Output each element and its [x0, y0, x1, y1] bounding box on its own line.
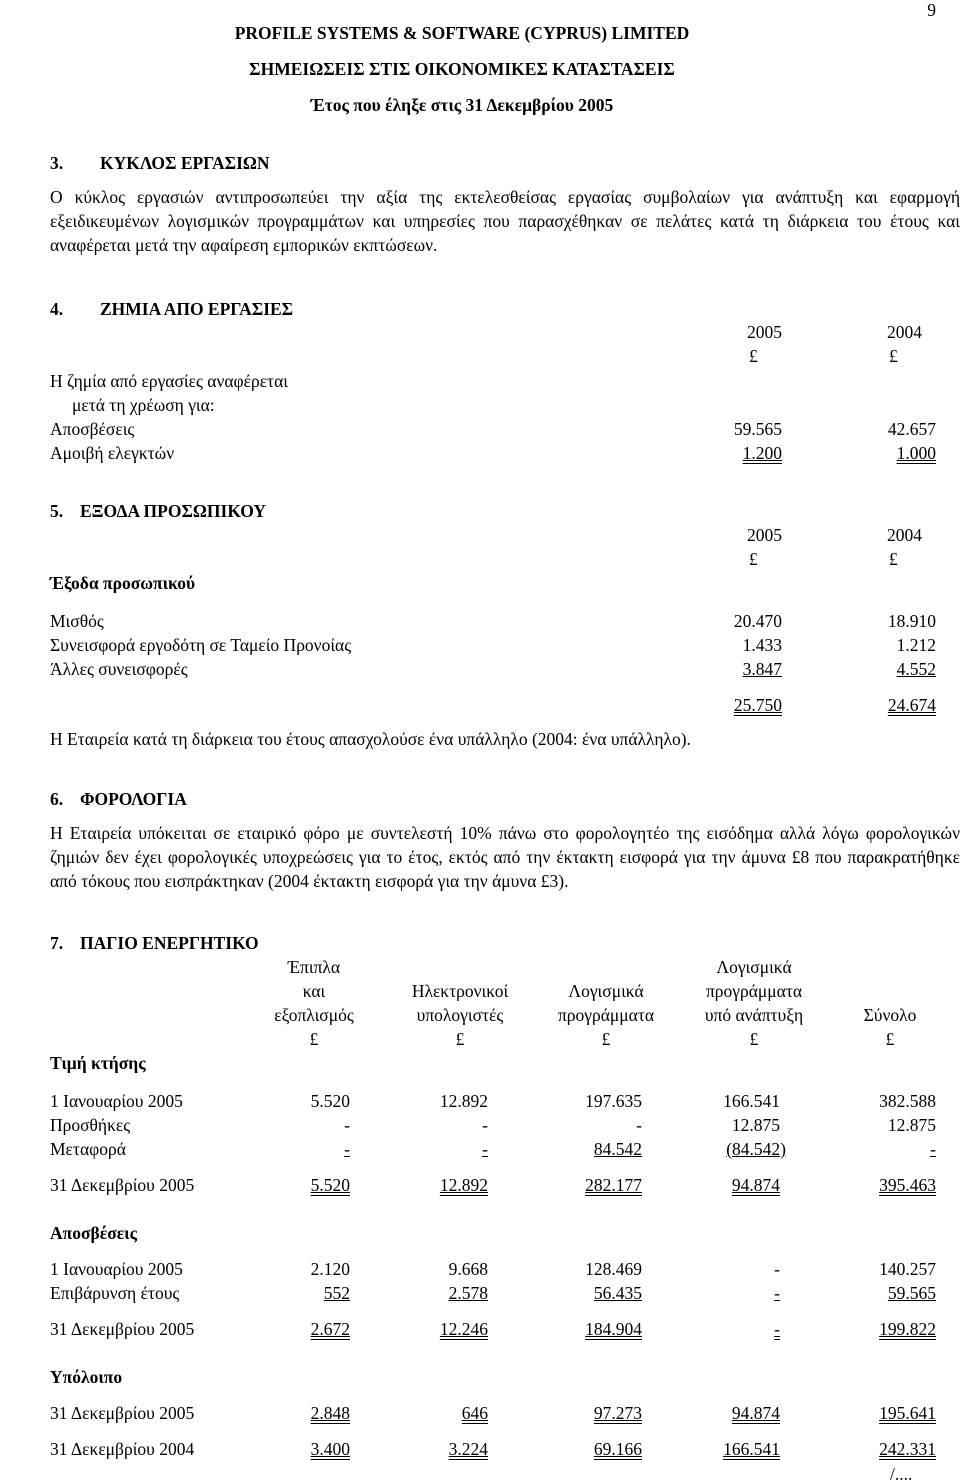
note5-total-2004: 24.674 — [887, 695, 936, 715]
period-label: Έτος που έληξε στις 31 Δεκεμβρίου 2005 — [310, 95, 614, 115]
page-number: 9 — [927, 0, 936, 20]
note5-row-label: Άλλες συνεισφορές — [50, 659, 188, 679]
cost-row-col4: (84.542) — [726, 1139, 786, 1159]
cost-row-col3: - — [636, 1115, 642, 1135]
note6-text: Η Εταιρεία υπόκειται σε εταιρικό φόρο με συντελεστή 10% πάνω στο φορολογητέο της εισόδημα αλλά λόγω φορολογικών ζημιών δεν έχει φορολογικές υποχρεώσεις για το έτος, εκτός από την έκτακτη εισφορά για την άμυνα £8 που παρακρατήθηκε από τόκους που εισπράκτηκαν (2004 έκτακτη εισφορά για την άμυνα £3). — [50, 823, 960, 891]
note4-title: ΖΗΜΙΑ ΑΠΟ ΕΡΓΑΣΙΕΣ — [100, 299, 294, 319]
cost-total-col3: 282.177 — [585, 1175, 642, 1195]
col4-header-line3: υπό ανάπτυξη — [704, 1005, 804, 1025]
nbv-heading: Υπόλοιπο — [50, 1367, 123, 1387]
note4-row-value-2004: 1.000 — [896, 443, 936, 463]
col4-header-line1: Λογισμικά — [716, 957, 792, 977]
note5-row-value-2004: 18.910 — [887, 611, 936, 631]
cost-row-col2: - — [482, 1139, 488, 1159]
dep-row-col5: 59.565 — [887, 1283, 936, 1303]
cost-row-col3: 197.635 — [585, 1091, 642, 1111]
note5-year-2005: 2005 — [747, 525, 782, 545]
note4-currency-2005: £ — [749, 346, 758, 366]
cost-row-col2: - — [482, 1115, 488, 1135]
note3-text: Ο κύκλος εργασιών αντιπροσωπεύει την αξία της εκτελεσθείσας εργασίας συμβολαίων για ανάπτυξη και εφαρμογή εξειδικευμένων λογισμικών προγραμμάτων και υπηρεσίες που παρασχέθηκαν σε πελάτες κατά τη διάρκεια του έτους και αναφέρεται μετά την αφαίρεση εμπορικών εκπτώσεων. — [50, 187, 960, 255]
note5-currency-2004: £ — [889, 549, 898, 569]
col1-header-line2: και — [302, 981, 326, 1001]
note7-title: ΠΑΓΙΟ ΕΝΕΡΓΗΤΙΚΟ — [80, 933, 259, 953]
note4-number: 4. — [50, 299, 64, 319]
dep-row-col1: 552 — [323, 1283, 350, 1303]
cost-heading: Τιμή κτήσης — [50, 1053, 146, 1073]
dep-row-col1: 2.120 — [310, 1259, 350, 1279]
note5-currency-2005: £ — [749, 549, 758, 569]
note5-row-label: Συνεισφορά εργοδότη σε Ταμείο Προνοίας — [50, 635, 352, 655]
col4-currency: £ — [749, 1029, 759, 1049]
note5-row-value-2005: 3.847 — [742, 659, 782, 679]
nbv-row-label: 31 Δεκεμβρίου 2005 — [50, 1403, 195, 1423]
col1-header-line3: εξοπλισμός — [274, 1005, 354, 1025]
note5-row-value-2004: 1.212 — [896, 635, 936, 655]
note7-number: 7. — [50, 933, 64, 953]
col5-currency: £ — [885, 1029, 895, 1049]
dep-total-col5: 199.822 — [879, 1319, 936, 1339]
col1-currency: £ — [309, 1029, 319, 1049]
nbv-row-col4: 166.541 — [723, 1439, 780, 1459]
cost-row-col5: 382.588 — [879, 1091, 936, 1111]
continuation-mark: /.... — [890, 1464, 913, 1484]
col1-header-line1: Έπιπλα — [287, 957, 341, 977]
dep-row-col3: 128.469 — [585, 1259, 642, 1279]
note4-row-value-2005: 1.200 — [742, 443, 782, 463]
nbv-row-col2: 646 — [461, 1403, 488, 1423]
col3-currency: £ — [601, 1029, 611, 1049]
dep-total-label: 31 Δεκεμβρίου 2005 — [50, 1319, 195, 1339]
cost-row-col2: 12.892 — [439, 1091, 488, 1111]
note4-intro-line2: μετά τη χρέωση για: — [72, 395, 215, 415]
note4-year-2005: 2005 — [747, 322, 782, 342]
cost-row-col4: 166.541 — [723, 1091, 780, 1111]
cost-row-label: Προσθήκες — [50, 1115, 131, 1135]
document-subtitle: ΣΗΜΕΙΩΣΕΙΣ ΣΤΙΣ ΟΙΚΟΝΟΜΙΚΕΣ ΚΑΤΑΣΤΑΣΕΙΣ — [249, 59, 675, 79]
col2-header-line2: υπολογιστές — [416, 1005, 504, 1025]
note5-row-value-2005: 1.433 — [742, 635, 782, 655]
dep-row-label: 1 Ιανουαρίου 2005 — [50, 1259, 183, 1279]
cost-row-col4: 12.875 — [731, 1115, 780, 1135]
note5-year-2004: 2004 — [887, 525, 922, 545]
cost-total-col4: 94.874 — [731, 1175, 780, 1195]
cost-row-col1: - — [344, 1139, 350, 1159]
col3-header-line2: προγράμματα — [557, 1005, 655, 1025]
note3-title: ΚΥΚΛΟΣ ΕΡΓΑΣΙΩΝ — [100, 153, 270, 173]
dep-heading: Αποσβέσεις — [50, 1223, 137, 1243]
note4-currency-2004: £ — [889, 346, 898, 366]
note4-row-label: Αποσβέσεις — [50, 419, 135, 439]
note4-row-label: Αμοιβή ελεγκτών — [50, 443, 175, 463]
note3-number: 3. — [50, 153, 64, 173]
col4-header-line2: προγράμματα — [705, 981, 803, 1001]
note6-title: ΦΟΡΟΛΟΓΙΑ — [80, 789, 187, 809]
company-name: PROFILE SYSTEMS & SOFTWARE (CYPRUS) LIMITED — [234, 23, 690, 43]
note4-year-2004: 2004 — [887, 322, 922, 342]
cost-row-col1: - — [344, 1115, 350, 1135]
note4-row-value-2005: 59.565 — [733, 419, 782, 439]
cost-row-label: Μεταφορά — [50, 1139, 126, 1159]
dep-total-col1: 2.672 — [310, 1319, 350, 1339]
note5-title: ΕΞΟΔΑ ΠΡΟΣΩΠΙΚΟΥ — [80, 501, 267, 521]
cost-row-col1: 5.520 — [310, 1091, 350, 1111]
dep-row-label: Επιβάρυνση έτους — [50, 1283, 180, 1303]
nbv-row-label: 31 Δεκεμβρίου 2004 — [50, 1439, 195, 1459]
cost-total-col5: 395.463 — [879, 1175, 936, 1195]
note6-number: 6. — [50, 789, 64, 809]
note4-row-value-2004: 42.657 — [887, 419, 936, 439]
nbv-row-col4: 94.874 — [731, 1403, 780, 1423]
nbv-row-col5: 242.331 — [879, 1439, 936, 1459]
note5-row-label: Μισθός — [50, 611, 104, 631]
col5-header-line1: Σύνολο — [863, 1005, 917, 1025]
nbv-row-col3: 69.166 — [593, 1439, 642, 1459]
nbv-row-col1: 3.400 — [310, 1439, 350, 1459]
col2-header-line1: Ηλεκτρονικοί — [411, 981, 509, 1001]
note5-total-2005: 25.750 — [733, 695, 782, 715]
note5-subheading: Έξοδα προσωπικού — [50, 573, 196, 593]
col3-header-line1: Λογισμικά — [568, 981, 644, 1001]
cost-row-label: 1 Ιανουαρίου 2005 — [50, 1091, 183, 1111]
dep-row-col2: 2.578 — [448, 1283, 488, 1303]
nbv-row-col1: 2.848 — [310, 1403, 350, 1423]
cost-row-col5: 12.875 — [887, 1115, 936, 1135]
note4-intro-line1: Η ζημία από εργασίες αναφέρεται — [50, 371, 288, 391]
dep-row-col2: 9.668 — [448, 1259, 488, 1279]
note5-row-value-2004: 4.552 — [896, 659, 936, 679]
cost-total-col1: 5.520 — [310, 1175, 350, 1195]
col2-currency: £ — [455, 1029, 465, 1049]
nbv-row-col3: 97.273 — [593, 1403, 642, 1423]
dep-total-col2: 12.246 — [439, 1319, 488, 1339]
cost-total-col2: 12.892 — [439, 1175, 488, 1195]
dep-row-col4: - — [774, 1283, 780, 1303]
cost-total-label: 31 Δεκεμβρίου 2005 — [50, 1175, 195, 1195]
note5-row-value-2005: 20.470 — [733, 611, 782, 631]
cost-row-col5: - — [930, 1139, 936, 1159]
dep-total-col3: 184.904 — [585, 1319, 642, 1339]
dep-row-col3: 56.435 — [593, 1283, 642, 1303]
cost-row-col3: 84.542 — [593, 1139, 642, 1159]
nbv-row-col5: 195.641 — [879, 1403, 936, 1423]
nbv-row-col2: 3.224 — [448, 1439, 488, 1459]
dep-row-col5: 140.257 — [879, 1259, 936, 1279]
note5-footnote: Η Εταιρεία κατά τη διάρκεια του έτους απασχολούσε ένα υπάλληλο (2004: ένα υπάλληλο). — [50, 729, 691, 749]
dep-row-col4: - — [774, 1259, 780, 1279]
note5-number: 5. — [50, 501, 64, 521]
dep-total-col4: - — [774, 1319, 780, 1339]
